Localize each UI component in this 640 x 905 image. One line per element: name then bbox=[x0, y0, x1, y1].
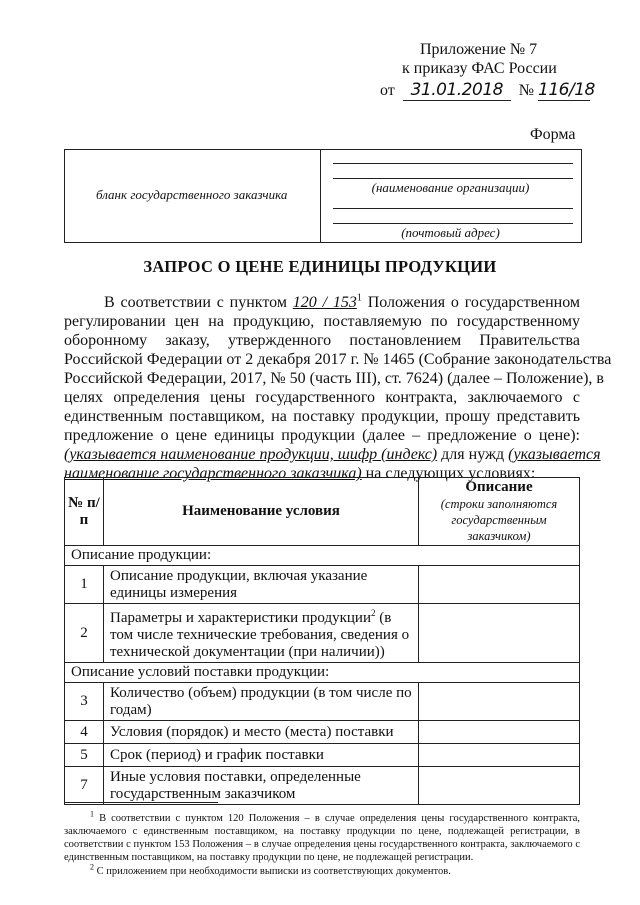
form-label: Форма bbox=[530, 126, 576, 143]
address-line-1 bbox=[333, 208, 573, 209]
address-caption: (почтовый адрес) bbox=[401, 225, 500, 240]
paragraph-line bbox=[64, 293, 580, 312]
description-cell[interactable] bbox=[419, 683, 580, 721]
section-delivery-conditions: Описание условий поставки продукции: bbox=[65, 663, 580, 683]
row-number: 4 bbox=[65, 721, 104, 744]
footnote-1-text: В соответствии с пунктом 120 Положения – в случае определения цены государственного контракта, заключаемого с единственным поставщиком, на поставку продукции по цене, подлежащей регистрации, в соответствии с пунктом 153 Положения – в случае определения цены государственного контракта, заключаемого с единственным поставщиком, на поставку продукции по цене, не подлежащей регистрации. bbox=[64, 813, 580, 863]
table-row bbox=[65, 683, 580, 721]
customer-blank-label: бланк государственного заказчика bbox=[96, 187, 288, 202]
org-line-2 bbox=[333, 178, 573, 179]
customer-placeholder: (указывается bbox=[508, 446, 601, 463]
row-number: 5 bbox=[65, 744, 104, 767]
order-reference: к приказу ФАС России bbox=[402, 60, 557, 77]
footnote-ref-2: 2 bbox=[371, 608, 376, 618]
paragraph-line bbox=[64, 445, 601, 464]
footnote-2-text: С приложением при необходимости выписки из соответствующих документов. bbox=[94, 866, 451, 877]
paragraph-line: предложение о цене единицы продукции (далее – предложение о цене): bbox=[64, 427, 580, 444]
text-fragment: Положения о государственном bbox=[361, 294, 581, 311]
org-line-1 bbox=[333, 163, 573, 164]
footnote-2-marker: 2 bbox=[90, 862, 94, 872]
header-number: № п/п bbox=[65, 478, 104, 546]
table-row bbox=[65, 744, 580, 767]
order-date-number-row bbox=[380, 80, 595, 102]
number-label: № bbox=[518, 82, 535, 99]
paragraph-line: регулировании цен на продукцию, поставляемую по государственному bbox=[64, 313, 580, 330]
table-section-row bbox=[65, 663, 580, 683]
from-label: от bbox=[380, 82, 395, 99]
header-condition-name: Наименование условия bbox=[104, 478, 419, 546]
header-description bbox=[419, 478, 580, 546]
order-number: 116/18 bbox=[538, 80, 595, 100]
condition-name: Срок (период) и график поставки bbox=[104, 744, 419, 767]
description-cell[interactable] bbox=[419, 744, 580, 767]
text-fragment: на следующих условиях: bbox=[361, 465, 536, 482]
paragraph-line: Российской Федерации, 2017, № 50 (часть III), ст. 7624) (далее – Положение), в bbox=[64, 370, 604, 387]
condition-name: Условия (порядок) и место (места) поставки bbox=[104, 721, 419, 744]
condition-text: (в том числе технические требования, сведения о технической документации (при наличии)) bbox=[110, 610, 410, 660]
order-date-field bbox=[403, 80, 511, 101]
row-number: 7 bbox=[65, 767, 104, 805]
header-description-title: Описание bbox=[465, 479, 533, 495]
table-row bbox=[65, 604, 580, 663]
paragraph-line: оборонному заказу, утвержденного постановлением Правительства bbox=[64, 332, 580, 349]
description-cell[interactable] bbox=[419, 566, 580, 604]
table-row bbox=[65, 767, 580, 805]
footnote-1 bbox=[64, 809, 580, 864]
table-row bbox=[65, 566, 580, 604]
condition-text: Параметры и характеристики продукции bbox=[110, 610, 371, 626]
row-number: 2 bbox=[65, 604, 104, 663]
table-row bbox=[65, 721, 580, 744]
request-paragraph bbox=[64, 292, 612, 483]
order-date: 31.01.2018 bbox=[410, 80, 503, 100]
conditions-table bbox=[64, 477, 580, 805]
table-header-row bbox=[65, 478, 580, 546]
address-line-2 bbox=[333, 223, 573, 224]
section-product-description: Описание продукции: bbox=[65, 546, 580, 566]
paragraph-line: Российской Федерации от 2 декабря 2017 г. № 1465 (Собрание законодательства bbox=[64, 351, 612, 368]
condition-name: Иные условия поставки, определенные государственным заказчиком bbox=[104, 767, 419, 805]
header-description-note: (строки заполняются государственным заказчиком) bbox=[440, 497, 558, 543]
text-fragment: для нужд bbox=[437, 446, 509, 463]
footnote-separator bbox=[64, 802, 218, 803]
condition-name: Описание продукции, включая указание единицы измерения bbox=[104, 566, 419, 604]
description-cell[interactable] bbox=[419, 767, 580, 805]
condition-name: Количество (объем) продукции (в том числе по годам) bbox=[104, 683, 419, 721]
customer-placeholder-cont: наименование государственного заказчика) bbox=[64, 465, 362, 482]
org-name-caption: (наименование организации) bbox=[371, 180, 530, 195]
footnote-1-marker: 1 bbox=[90, 809, 94, 819]
row-number: 3 bbox=[65, 683, 104, 721]
clause-number: 120 / 153 bbox=[292, 294, 357, 311]
appendix-label: Приложение № 7 bbox=[420, 41, 538, 58]
table-section-row bbox=[65, 546, 580, 566]
footnote-ref-1: 1 bbox=[356, 292, 362, 304]
description-cell[interactable] bbox=[419, 721, 580, 744]
row-number: 1 bbox=[65, 566, 104, 604]
text-fragment: В соответствии с пунктом bbox=[104, 294, 293, 311]
description-cell[interactable] bbox=[419, 604, 580, 663]
product-placeholder: (указывается наименование продукции, шифр (индекс) bbox=[64, 446, 438, 463]
paragraph-line: целях определения цены государственного контракта, заключаемого с bbox=[64, 389, 580, 406]
document-title: ЗАПРОС О ЦЕНЕ ЕДИНИЦЫ ПРОДУКЦИИ bbox=[143, 257, 497, 276]
condition-name bbox=[104, 604, 419, 663]
paragraph-line: единственным поставщиком, на поставку продукции, прошу представить bbox=[64, 408, 580, 425]
footnote-2 bbox=[64, 862, 580, 878]
order-number-field bbox=[538, 80, 595, 101]
